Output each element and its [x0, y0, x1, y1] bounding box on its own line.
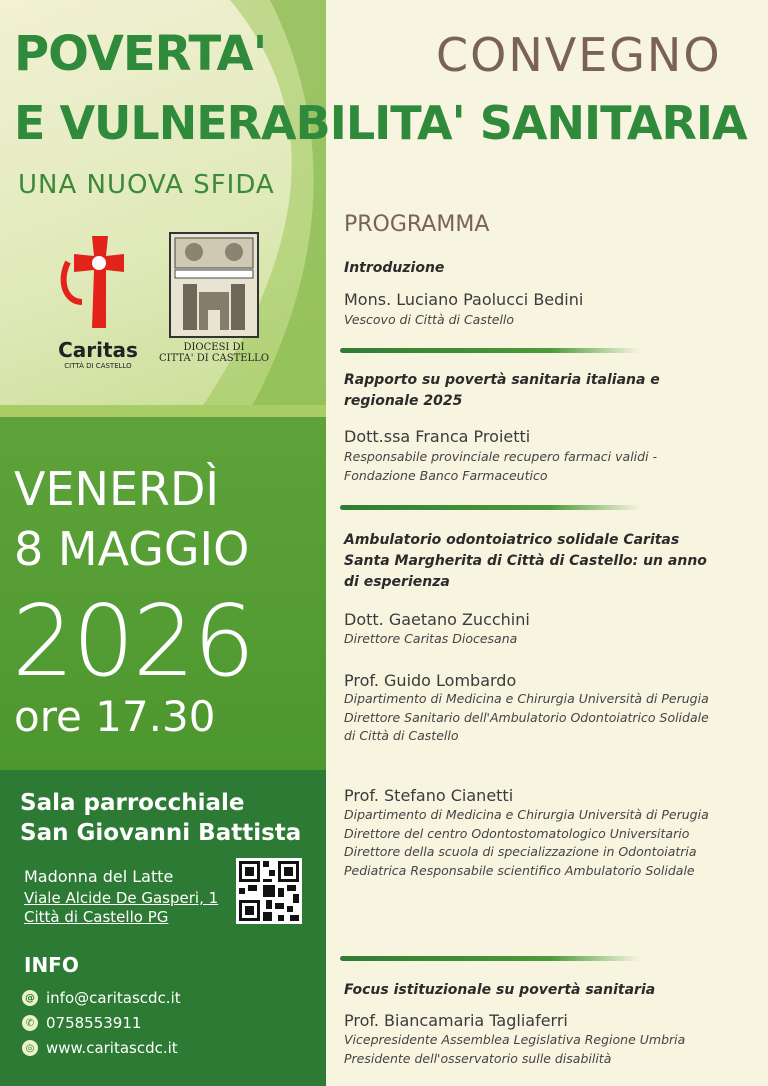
info-label: INFO	[24, 953, 79, 977]
speaker-name: Mons. Luciano Paolucci Bedini	[344, 290, 584, 309]
speaker-role: Direttore Caritas Diocesana	[344, 631, 518, 646]
diocesi-seal-icon	[169, 232, 259, 338]
speaker-role: Vescovo di Città di Castello	[344, 312, 515, 327]
title-line-1: POVERTA'	[14, 26, 267, 82]
section-title: Focus istituzionale su povertà sanitaria	[344, 982, 656, 998]
section-divider	[340, 348, 640, 353]
venue-name-line-2: San Giovanni Battista	[20, 820, 302, 846]
speaker-role: Dipartimento di Medicina e Chirurgia Università di Perugia Direttore del centro Odontostomatologico Universitario Direttore della scuola di specializzazione in Odontoiatria Pediatrica Responsabile scientifico Ambulatorio Solidale	[344, 807, 709, 878]
website-text[interactable]: www.caritascdc.it	[46, 1039, 178, 1057]
qr-code-icon	[236, 858, 302, 924]
phone-icon: ✆	[22, 1015, 38, 1031]
event-day: VENERDÌ	[14, 462, 219, 516]
contact-email[interactable]	[22, 989, 181, 1007]
contact-phone[interactable]	[22, 1014, 141, 1032]
caritas-cross-icon	[48, 232, 148, 332]
subtitle: UNA NUOVA SFIDA	[18, 170, 275, 200]
email-text[interactable]: info@caritascdc.it	[46, 989, 181, 1007]
event-type: CONVEGNO	[436, 28, 722, 82]
diocesi-line-2: CITTA' DI CASTELLO	[158, 353, 270, 364]
separator-ribbon	[0, 405, 326, 417]
speaker-name: Prof. Biancamaria Tagliaferri	[344, 1011, 568, 1030]
venue-name-line-1: Sala parrocchiale	[20, 790, 245, 816]
phone-text[interactable]: 0758553911	[46, 1014, 142, 1032]
program-heading: PROGRAMMA	[344, 212, 490, 237]
event-time: ore 17.30	[14, 692, 216, 741]
speaker-name: Prof. Guido Lombardo	[344, 671, 517, 690]
speaker-name: Dott.ssa Franca Proietti	[344, 427, 531, 446]
venue-street[interactable]: Viale Alcide De Gasperi, 1	[24, 889, 219, 907]
email-icon: @	[22, 990, 38, 1006]
diocesi-line-1: DIOCESI DI	[183, 342, 245, 353]
event-year: 2026	[12, 585, 254, 699]
caritas-logo	[48, 232, 148, 377]
speaker-name: Dott. Gaetano Zucchini	[344, 610, 530, 629]
caritas-name: Caritas	[58, 338, 138, 362]
qr-code[interactable]	[236, 858, 302, 924]
section-divider	[340, 505, 640, 510]
title-line-2: E VULNERABILITA' SANITARIA	[14, 96, 747, 150]
venue-city[interactable]: Città di Castello PG	[24, 908, 169, 926]
speaker-role: Responsabile provinciale recupero farmaci validi - Fondazione Banco Farmaceutico	[344, 449, 658, 483]
section-title: Ambulatorio odontoiatrico solidale Caritas Santa Margherita di Città di Castello: un anno di esperienza	[344, 532, 707, 590]
diocesi-logo	[158, 232, 270, 377]
speaker-role: Dipartimento di Medicina e Chirurgia Università di Perugia Direttore Sanitario dell'Ambulatorio Odontoiatrico Solidale di Città di Castello	[344, 691, 709, 743]
event-day-month: 8 MAGGIO	[14, 522, 250, 576]
section-title: Rapporto su povertà sanitaria italiana e regionale 2025	[344, 372, 660, 409]
speaker-name: Prof. Stefano Cianetti	[344, 786, 514, 805]
venue-area: Madonna del Latte	[24, 867, 174, 886]
globe-icon: ◎	[22, 1040, 38, 1056]
speaker-role: Vicepresidente Assemblea Legislativa Regione Umbria Presidente dell'osservatorio sulle disabilità	[344, 1032, 686, 1066]
contact-website[interactable]	[22, 1039, 178, 1057]
section-title: Introduzione	[344, 260, 445, 276]
section-divider	[340, 956, 640, 961]
caritas-city: CITTÀ DI CASTELLO	[64, 362, 132, 370]
